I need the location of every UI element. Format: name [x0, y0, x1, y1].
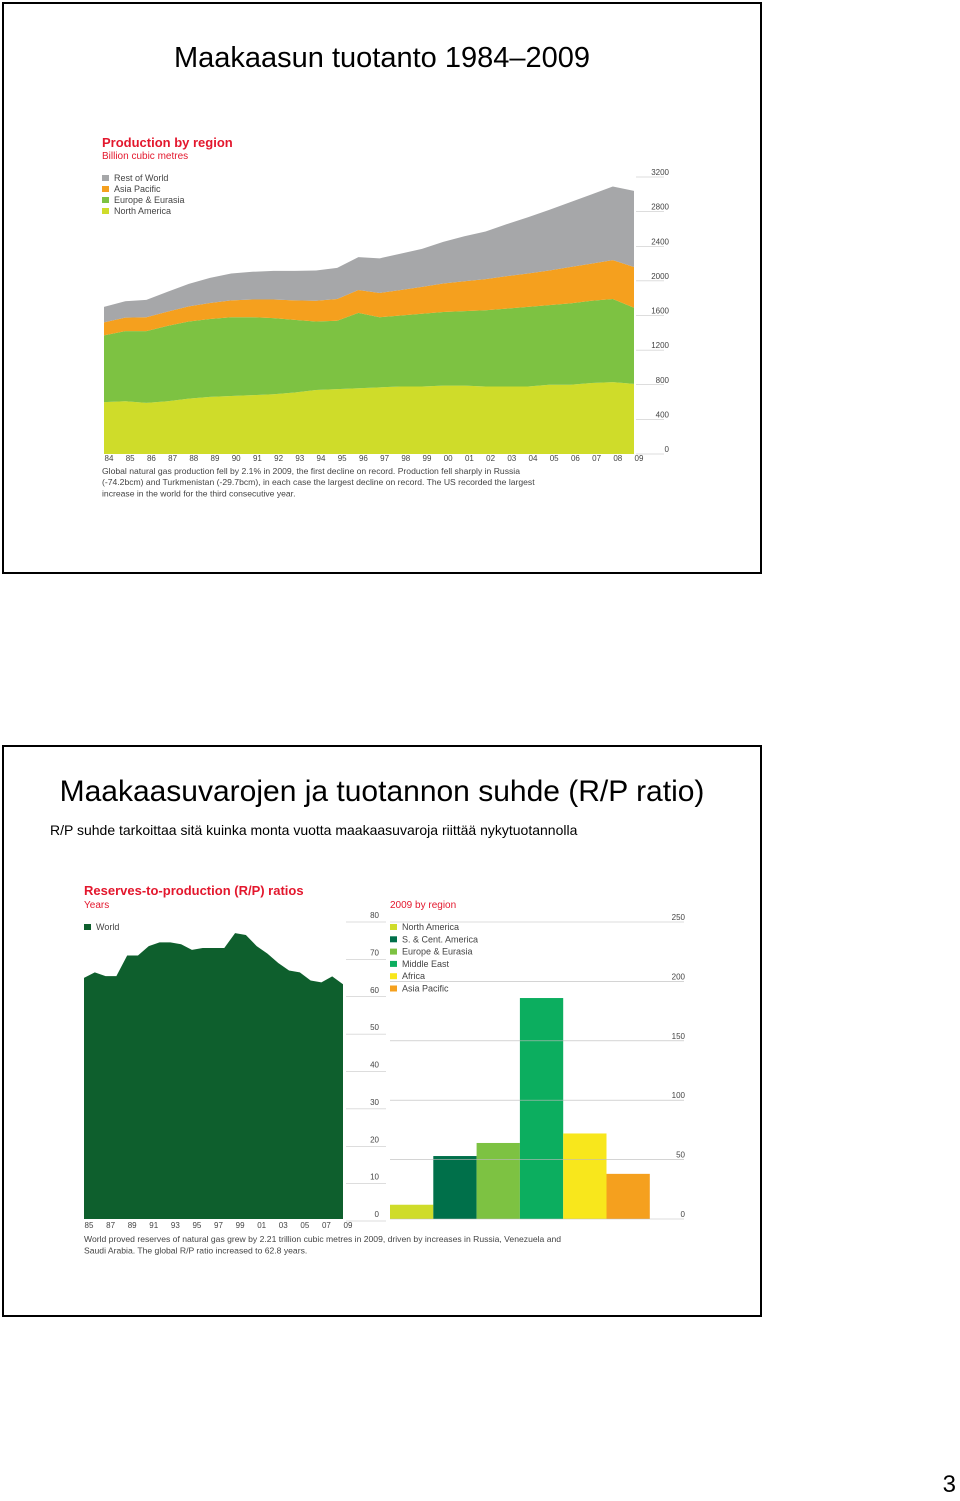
bar-asia-pacific — [607, 1174, 650, 1219]
x-tick-label: 97 — [214, 1221, 223, 1230]
x-tick-label: 89 — [210, 454, 220, 463]
y-tick-label: 3200 — [651, 168, 669, 177]
bar-chart-title: 2009 by region — [390, 900, 457, 911]
slide-title: Maakaasuvarojen ja tuotannon suhde (R/P ratio) — [59, 775, 705, 808]
plot-area — [104, 187, 634, 454]
y-tick-label: 50 — [676, 1150, 685, 1160]
y-tick-label: 20 — [370, 1135, 379, 1145]
x-tick-label: 99 — [422, 454, 432, 463]
legend-label: S. & Cent. America — [402, 934, 479, 945]
legend-label: North America — [114, 206, 172, 216]
x-tick-label: 04 — [528, 454, 538, 463]
caption-line: (-74.2bcm) and Turkmenistan (-29.7bcm), in each case the largest decline on record. The US recorded the largest — [102, 477, 535, 488]
y-tick-label: 1600 — [651, 306, 669, 316]
y-tick-label: 40 — [370, 1060, 379, 1070]
legend-label: Europe & Eurasia — [402, 946, 473, 957]
y-tick-label: 100 — [671, 1091, 685, 1101]
y-tick-label: 70 — [370, 948, 379, 958]
legend-swatch — [390, 973, 397, 979]
y-tick-label: 50 — [370, 1023, 379, 1033]
legend-label: Asia Pacific — [114, 184, 161, 194]
y-tick-label: 1200 — [651, 341, 669, 351]
x-tick-label: 99 — [235, 1221, 245, 1230]
x-tick-label: 97 — [380, 454, 390, 463]
slide-subtitle: R/P suhde tarkoittaa sitä kuinka monta vuotta maakaasuvaroja riittää nykytuotannolla — [50, 822, 578, 838]
page-number: 3 — [942, 1471, 956, 1498]
bar-plot-area — [390, 998, 650, 1219]
legend — [84, 922, 119, 932]
chart-subtitle: Years — [84, 900, 110, 911]
bar-europe-eurasia — [477, 1143, 520, 1219]
legend-swatch — [84, 924, 91, 930]
y-axis — [636, 168, 670, 454]
legend-label: World — [96, 922, 120, 932]
production-chart — [4, 4, 760, 572]
x-tick-label: 05 — [300, 1221, 310, 1230]
caption-line: World proved reserves of natural gas grew by 2.21 trillion cubic metres in 2009, driven by increases in Russia, Venezuela and — [84, 1234, 562, 1244]
caption-line: increase in the world for the third consecutive year. — [102, 488, 296, 499]
x-tick-label: 85 — [84, 1221, 94, 1230]
slide-title: Maakaasun tuotanto 1984–2009 — [173, 42, 590, 74]
x-tick-label: 87 — [168, 454, 178, 463]
x-tick-label: 94 — [316, 454, 326, 463]
x-tick-label: 09 — [343, 1221, 353, 1230]
legend-swatch — [390, 986, 397, 992]
x-axis — [105, 454, 644, 463]
y-tick-label: 0 — [374, 1210, 379, 1219]
x-tick-label: 03 — [278, 1221, 288, 1230]
x-tick-label: 03 — [507, 454, 517, 463]
area-world — [84, 933, 343, 1219]
y-tick-label: 10 — [370, 1172, 379, 1182]
y-tick-label: 200 — [671, 972, 685, 982]
chart-subtitle: Billion cubic metres — [102, 151, 189, 162]
bar-north-america — [390, 1205, 433, 1219]
x-axis — [85, 1221, 353, 1230]
x-tick-label: 06 — [570, 454, 580, 463]
plot-area — [84, 933, 343, 1219]
x-tick-label: 02 — [486, 454, 496, 463]
legend-swatch — [390, 924, 397, 930]
legend-swatch — [102, 186, 109, 192]
legend-label: Europe & Eurasia — [114, 195, 185, 205]
y-tick-label: 800 — [655, 375, 669, 385]
y-tick-label: 0 — [680, 1210, 685, 1219]
bar-legend — [390, 922, 478, 994]
legend — [102, 173, 185, 216]
bar-africa — [563, 1133, 606, 1219]
legend-label: Africa — [402, 971, 426, 982]
x-tick-label: 93 — [295, 454, 305, 463]
x-tick-label: 93 — [170, 1221, 180, 1230]
legend-label: Asia Pacific — [402, 983, 449, 994]
y-tick-label: 60 — [370, 985, 379, 995]
x-tick-label: 95 — [192, 1221, 202, 1230]
x-tick-label: 01 — [464, 454, 474, 463]
x-tick-label: 95 — [337, 454, 347, 463]
y-tick-label: 2400 — [651, 237, 669, 247]
slide-production — [2, 2, 762, 574]
chart-title: Production by region — [102, 135, 233, 150]
y-tick-label: 2000 — [651, 271, 669, 281]
chart-title: Reserves-to-production (R/P) ratios — [84, 883, 304, 898]
rp-charts — [4, 747, 760, 1315]
x-tick-label: 88 — [189, 454, 199, 463]
y-tick-label: 2800 — [651, 202, 669, 212]
y-tick-label: 250 — [671, 913, 685, 922]
x-tick-label: 05 — [549, 454, 559, 463]
slide-rp-ratio — [2, 745, 762, 1317]
legend-swatch — [102, 208, 109, 214]
x-tick-label: 07 — [592, 454, 602, 463]
x-tick-label: 91 — [149, 1221, 159, 1230]
x-tick-label: 92 — [274, 454, 284, 463]
x-tick-label: 00 — [443, 454, 453, 463]
legend-swatch — [102, 175, 109, 181]
y-axis — [346, 911, 386, 1221]
legend-label: Middle East — [402, 958, 450, 969]
x-tick-label: 91 — [252, 454, 262, 463]
y-tick-label: 80 — [370, 911, 379, 920]
chart-caption — [84, 1234, 561, 1256]
x-tick-label: 01 — [257, 1221, 267, 1230]
bar-s-cent-america — [433, 1156, 476, 1219]
caption-line: Global natural gas production fell by 2.1% in 2009, the first decline on record. Production fell sharply in Russia — [102, 466, 520, 476]
x-tick-label: 98 — [401, 454, 411, 463]
x-tick-label: 86 — [146, 454, 156, 463]
caption-line: Saudi Arabia. The global R/P ratio increased to 62.8 years. — [84, 1245, 308, 1256]
x-tick-label: 90 — [231, 454, 241, 463]
y-tick-label: 400 — [655, 410, 669, 420]
x-tick-label: 89 — [127, 1221, 137, 1230]
x-tick-label: 85 — [125, 454, 135, 463]
bar-middle-east — [520, 998, 563, 1219]
legend-label: North America — [402, 922, 460, 932]
legend-swatch — [390, 961, 397, 967]
x-tick-label: 08 — [613, 454, 623, 463]
legend-swatch — [390, 936, 397, 942]
legend-swatch — [390, 949, 397, 955]
legend-swatch — [102, 197, 109, 203]
y-tick-label: 150 — [671, 1031, 685, 1041]
y-tick-label: 30 — [370, 1097, 379, 1107]
x-tick-label: 07 — [321, 1221, 331, 1230]
x-tick-label: 96 — [358, 454, 368, 463]
legend-label: Rest of World — [114, 173, 169, 183]
y-tick-label: 0 — [664, 445, 669, 454]
chart-caption — [102, 466, 535, 498]
x-tick-label: 84 — [104, 454, 114, 463]
x-tick-label: 87 — [106, 1221, 116, 1230]
x-tick-label: 09 — [634, 454, 644, 463]
